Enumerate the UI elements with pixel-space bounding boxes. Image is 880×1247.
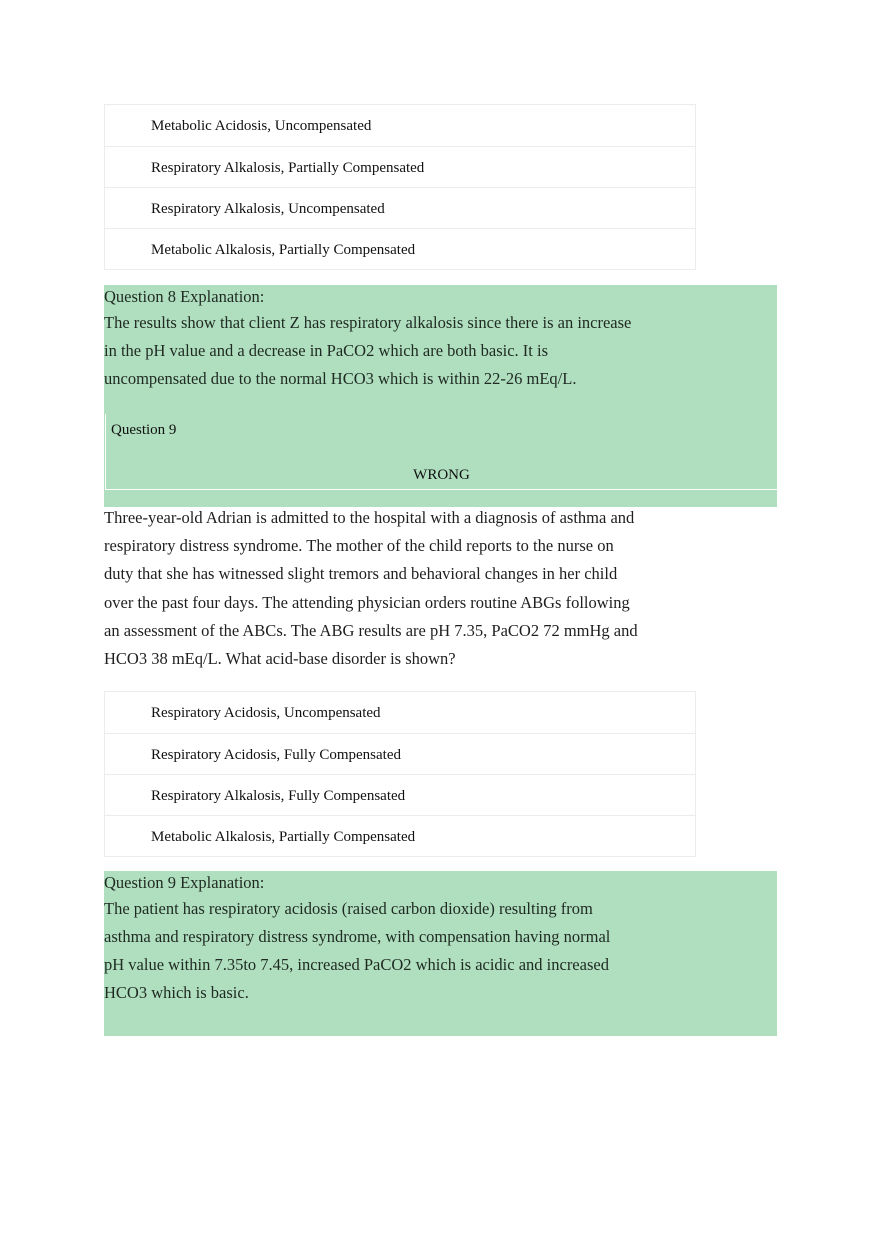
q9-question-line: respiratory distress syndrome. The mother of the child reports to the nurse on (104, 536, 614, 556)
q9-explanation-line: pH value within 7.35to 7.45, increased PaCO2 which is acidic and increased (104, 955, 609, 974)
q9-explanation-text (104, 895, 777, 1007)
q9-option-3[interactable]: Respiratory Alkalosis, Fully Compensated (105, 774, 695, 815)
q9-question-line: over the past four days. The attending physician orders routine ABGs following (104, 592, 630, 612)
q8-explanation-line: uncompensated due to the normal HCO3 which is within 22-26 mEq/L. (104, 369, 577, 388)
q9-explanation-title: Question 9 Explanation: (104, 873, 265, 892)
q8-option-4[interactable]: Metabolic Alkalosis, Partially Compensated (105, 228, 695, 269)
q9-result-header (104, 413, 777, 507)
q8-answer-options (104, 104, 696, 270)
q8-explanation-line: in the pH value and a decrease in PaCO2 which are both basic. It is (104, 341, 548, 360)
q8-explanation-box (104, 285, 777, 413)
q9-question-line: Three-year-old Adrian is admitted to the hospital with a diagnosis of asthma and (104, 508, 635, 527)
q9-explanation-box (104, 871, 777, 1036)
q9-explanation-line: HCO3 which is basic. (104, 983, 249, 1002)
q9-status-badge: WRONG (413, 467, 470, 483)
q9-explanation-line: asthma and respiratory distress syndrome, with compensation having normal (104, 927, 611, 946)
q9-result-header-inner (105, 414, 778, 490)
q9-label: Question 9 (111, 422, 177, 438)
q9-option-4[interactable]: Metabolic Alkalosis, Partially Compensated (105, 815, 695, 856)
q9-option-2[interactable]: Respiratory Acidosis, Fully Compensated (105, 733, 695, 774)
q9-option-1[interactable]: Respiratory Acidosis, Uncompensated (151, 705, 381, 721)
q9-answer-options (104, 691, 696, 857)
q8-option-1[interactable]: Metabolic Acidosis, Uncompensated (151, 118, 372, 134)
q9-question-line: duty that she has witnessed slight tremors and behavioral changes in her child (104, 564, 618, 584)
q9-explanation-line: The patient has respiratory acidosis (raised carbon dioxide) resulting from (104, 899, 593, 918)
q9-question-line: HCO3 38 mEq/L. What acid-base disorder is shown? (104, 649, 456, 669)
q8-option-2[interactable]: Respiratory Alkalosis, Partially Compensated (105, 146, 695, 187)
q9-question-text (104, 504, 664, 673)
q8-option-3[interactable]: Respiratory Alkalosis, Uncompensated (105, 187, 695, 228)
q9-question-line: an assessment of the ABCs. The ABG results are pH 7.35, PaCO2 72 mmHg and (104, 620, 638, 640)
q8-explanation-line: The results show that client Z has respiratory alkalosis since there is an increase (104, 313, 632, 332)
q8-explanation-text (104, 309, 777, 393)
q8-explanation-title: Question 8 Explanation: (104, 287, 265, 306)
